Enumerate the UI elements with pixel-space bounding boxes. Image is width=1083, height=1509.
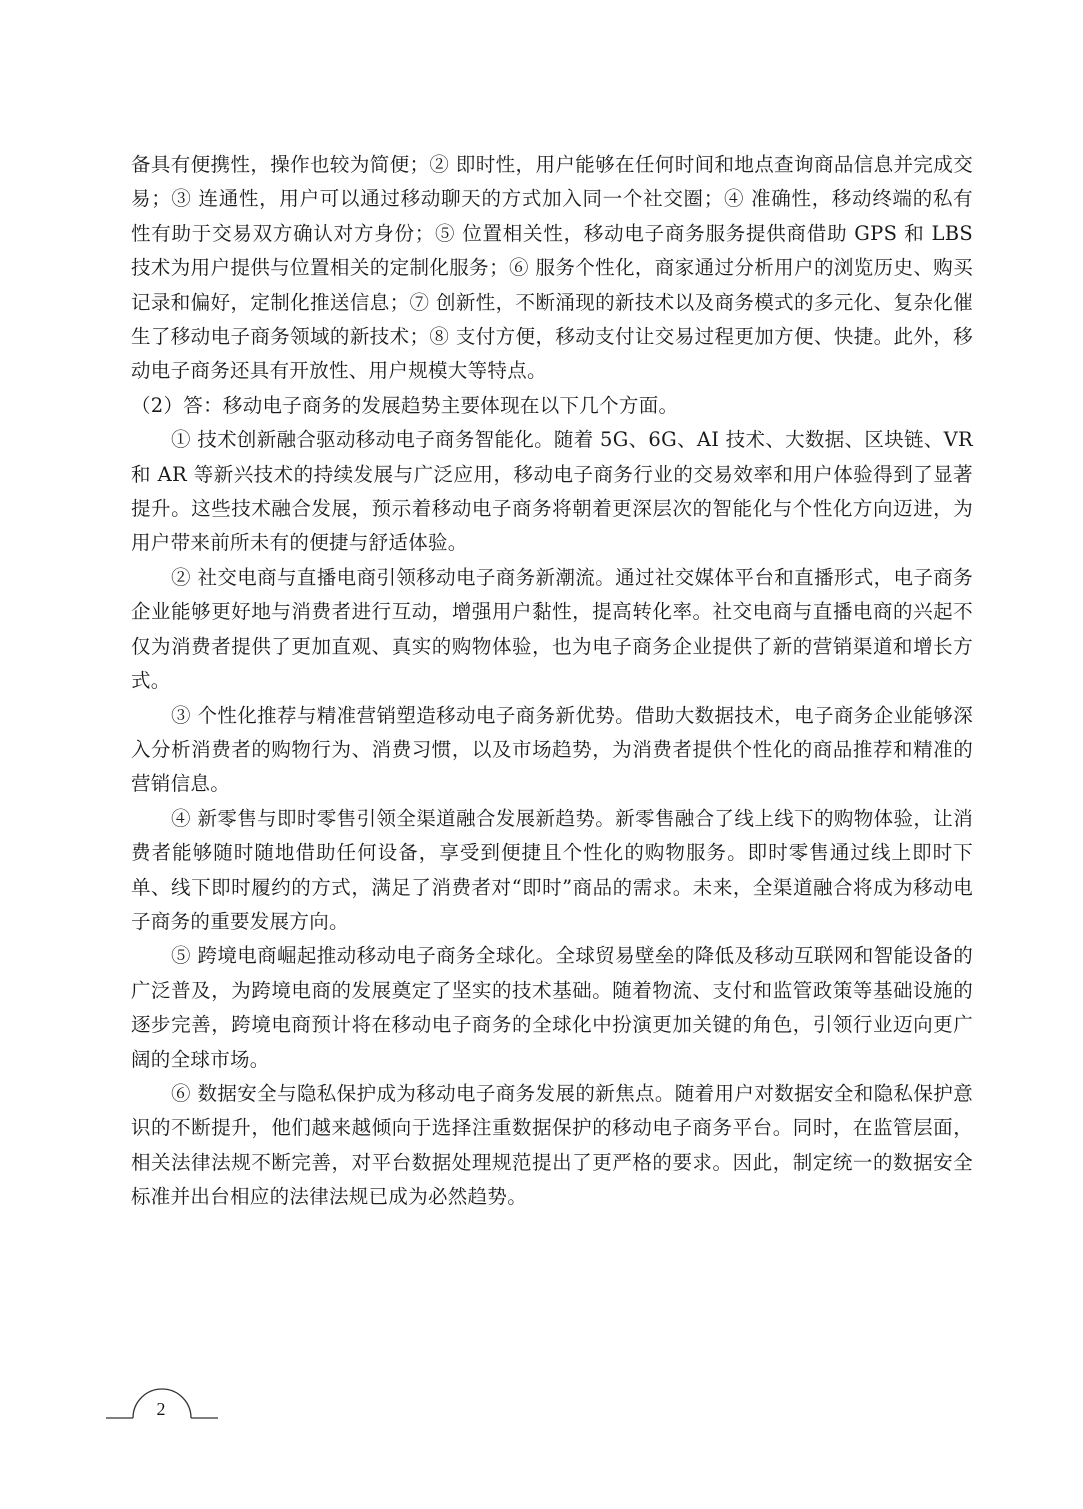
page-body xyxy=(131,148,973,1215)
paragraph-answer-intro: （2）答：移动电子商务的发展趋势主要体现在以下几个方面。 xyxy=(131,393,679,417)
page-number: 2 xyxy=(156,1399,166,1419)
page-footer xyxy=(100,1378,225,1438)
paragraph-trend-1: ① 技术创新融合驱动移动电子商务智能化。随着 5G、6G、AI 技术、大数据、区块链、VR 和 AR 等新兴技术的持续发展与广泛应用，移动电子商务行业的交易效率和用户体验得到了显著提升。这些技术融合发展，预示着移动电子商务将朝着更深层次的智能化与个性化方向迈进，为用户带来前所未有的便捷与舒适体验。 xyxy=(131,428,973,555)
paragraph-trend-2: ② 社交电商与直播电商引领移动电子商务新潮流。通过社交媒体平台和直播形式，电子商务企业能够更好地与消费者进行互动，增强用户黏性，提高转化率。社交电商与直播电商的兴起不仅为消费者提供了更加直观、真实的购物体验，也为电子商务企业提供了新的营销渠道和增长方式。 xyxy=(131,565,973,693)
paragraph-trend-3: ③ 个性化推荐与精准营销塑造移动电子商务新优势。借助大数据技术，电子商务企业能够深入分析消费者的购物行为、消费习惯，以及市场趋势，为消费者提供个性化的商品推荐和精准的营销信息。 xyxy=(131,703,973,796)
paragraph-trend-5: ⑤ 跨境电商崛起推动移动电子商务全球化。全球贸易壁垒的降低及移动互联网和智能设备的广泛普及，为跨境电商的发展奠定了坚实的技术基础。随着物流、支付和监管政策等基础设施的逐步完善，跨境电商预计将在移动电子商务的全球化中扮演更加关键的角色，引领行业迈向更广阔的全球市场。 xyxy=(131,944,973,1071)
paragraph-continuation: 备具有便携性，操作也较为简便；② 即时性，用户能够在任何时间和地点查询商品信息并完成交易；③ 连通性，用户可以通过移动聊天的方式加入同一个社交圈；④ 准确性，移动终端的私有性有助于交易双方确认对方身份；⑤ 位置相关性，移动电子商务服务提供商借助 GPS 和 LBS 技术为用户提供与位置相关的定制化服务；⑥ 服务个性化，商家通过分析用户的浏览历史、购买记录和偏好，定制化推送信息；⑦ 创新性，不断涌现的新技术以及商务模式的多元化、复杂化催生了移动电子商务领域的新技术；⑧ 支付方便，移动支付让交易过程更加方便、快捷。此外，移动电子商务还具有开放性、用户规模大等特点。 xyxy=(131,153,973,383)
paragraph-trend-6: ⑥ 数据安全与隐私保护成为移动电子商务发展的新焦点。随着用户对数据安全和隐私保护意识的不断提升，他们越来越倾向于选择注重数据保护的移动电子商务平台。同时，在监管层面，相关法律法规不断完善，对平台数据处理规范提出了更严格的要求。因此，制定统一的数据安全标准并出台相应的法律法规已成为必然趋势。 xyxy=(131,1081,973,1209)
paragraph-trend-4: ④ 新零售与即时零售引领全渠道融合发展新趋势。新零售融合了线上线下的购物体验，让消费者能够随时随地借助任何设备，享受到便捷且个性化的购物服务。即时零售通过线上即时下单、线下即时履约的方式，满足了消费者对“即时”商品的需求。未来，全渠道融合将成为移动电子商务的重要发展方向。 xyxy=(131,806,973,933)
